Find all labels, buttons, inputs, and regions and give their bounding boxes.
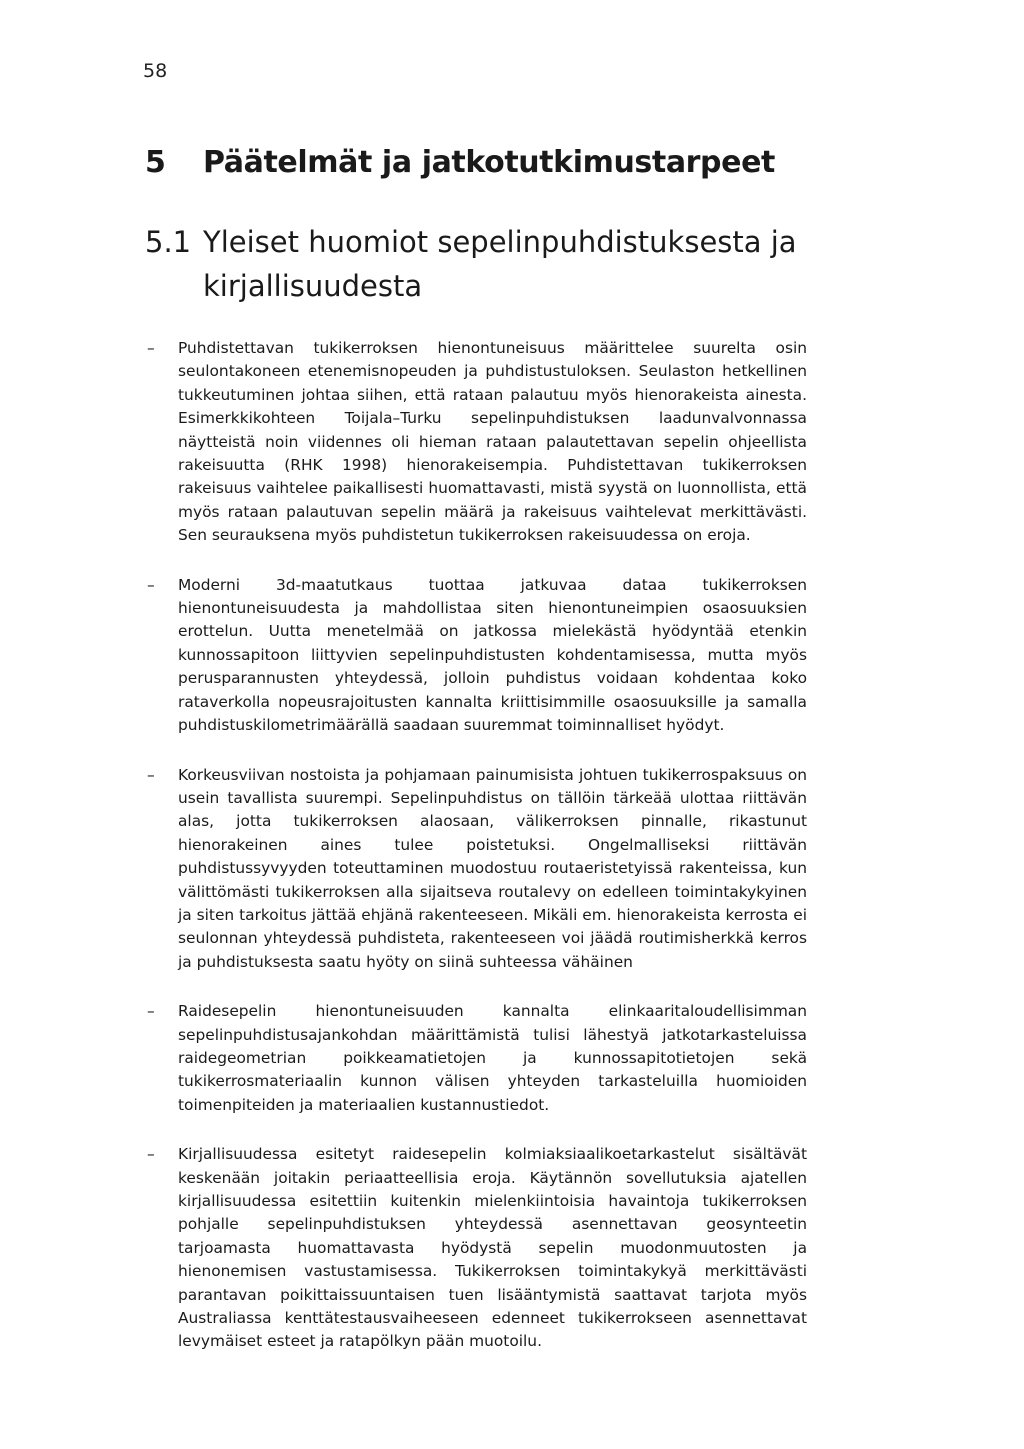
chapter-heading [145, 145, 775, 180]
list-item-text: Kirjallisuudessa esitetyt raidesepelin kolmiaksiaalikoetarkastelut sisältävät keskenään joitakin periaatteellisia eroja. Käytännön sovellutuksia ajatellen kirjallisuudessa esitettiin kuitenkin mielenkiintoisia havaintoja tukikerroksen pohjalle sepelinpuhdistuksen yhteydessä asennettavan geosynteetin tarjoamasta huomattavasta hyödystä sepelin muodonmuutosten ja hienonemisen vastustamisessa. Tukikerroksen toimintakykyä merkittävästi parantavan poikittaissuuntaisen tuen lisääntymistä saattavat tarjota myös Australiassa kenttätestausvaiheeseen edenneet tukikerrokseen asennettavat levymäiset esteet ja ratapölkyn pään muotoilu. [178, 1145, 807, 1351]
section-heading [145, 220, 845, 308]
bullet-dash: – [147, 339, 155, 357]
list-item [147, 1143, 807, 1354]
list-item-text: Puhdistettavan tukikerroksen hienontuneisuus määrittelee suurelta osin seulontakoneen etenemisnopeuden ja puhdistustuloksen. Seulaston hetkellinen tukkeutuminen johtaa siihen, että rataan palautuu myös hienorakeista ainesta. Esimerkkikohteen Toijala–Turku sepelinpuhdistuksen laadunvalvonnassa näytteistä noin viidennes oli hieman rataan palautettavan sepelin ohjeellista rakeisuutta (RHK 1998) hienorakeisempia. Puhdistettavan tukikerroksen rakeisuus vaihtelee paikallisesti huomattavasti, mistä syystä on luonnollista, että myös rataan palautuvan sepelin määrä ja rakeisuus vaihtelevat merkittävästi. Sen seurauksena myös puhdistetun tukikerroksen rakeisuudessa on eroja. [178, 339, 807, 545]
page-number: 58 [143, 60, 168, 82]
section-title: Yleiset huomiot sepelinpuhdistuksesta ja kirjallisuudesta [203, 225, 797, 303]
list-item-text: Moderni 3d-maatutkaus tuottaa jatkuvaa dataa tukikerroksen hienontuneisuudesta ja mahdollistaa siten hienontuneimpien osaosuuksien erottelun. Uutta menetelmää on jatkossa mielekästä hyödyntää etenkin kunnossapitoon liittyvien sepelinpuhdistusten kohdentamisessa, mutta myös perusparannusten yhteydessä, jolloin puhdistus voidaan kohdentaa koko rataverkolla nopeusrajoitusten kannalta kriittisimmille osaosuuksille ja samalla puhdistuskilometrimäärällä saadaan suuremmat toiminnalliset hyödyt. [178, 575, 807, 735]
findings-list [147, 337, 807, 1380]
bullet-dash: – [147, 1145, 155, 1164]
chapter-title: Päätelmät ja jatkotutkimustarpeet [203, 145, 775, 180]
list-item [147, 337, 807, 548]
chapter-number: 5 [145, 145, 166, 180]
bullet-dash: – [147, 575, 155, 594]
list-item [147, 1000, 807, 1117]
bullet-dash: – [147, 1002, 155, 1021]
list-item-text: Korkeusviivan nostoista ja pohjamaan painumisista johtuen tukikerrospaksuus on usein tavallista suurempi. Sepelinpuhdistus on tällöin tärkeää ulottaa riittävän alas, jotta tukikerroksen alaosaan, välikerroksen pinnalle, rikastunut hienorakeinen aines tulee poistetuksi. Ongelmalliseksi riittävän puhdistussyvyyden toteuttaminen muodostuu routaeristetyissä rakenteissa, kun välittömästi tukikerroksen alla sijaitseva routalevy on edelleen toimintakykyinen ja siten tarkoitus jättää ehjänä rakenteeseen. Mikäli em. hienorakeista kerrosta ei seulonnan yhteydessä puhdisteta, rakenteeseen voi jäädä routimisherkkä kerros ja puhdistuksesta saatu hyöty on siinä suhteessa vähäinen [178, 765, 807, 971]
section-number: 5.1 [145, 225, 192, 259]
list-item-text: Raidesepelin hienontuneisuuden kannalta elinkaaritaloudellisimman sepelinpuhdistusajankohdan määrittämistä tulisi lähestyä jatkotarkasteluissa raidegeometrian poikkeamatietojen ja kunnossapitotietojen sekä tukikerrosmateriaalin kunnon välisen yhteyden tarkasteluilla huomioiden toimenpiteiden ja materiaalien kustannustiedot. [178, 1002, 807, 1114]
bullet-dash: – [147, 765, 155, 784]
list-item [147, 764, 807, 975]
list-item [147, 574, 807, 738]
